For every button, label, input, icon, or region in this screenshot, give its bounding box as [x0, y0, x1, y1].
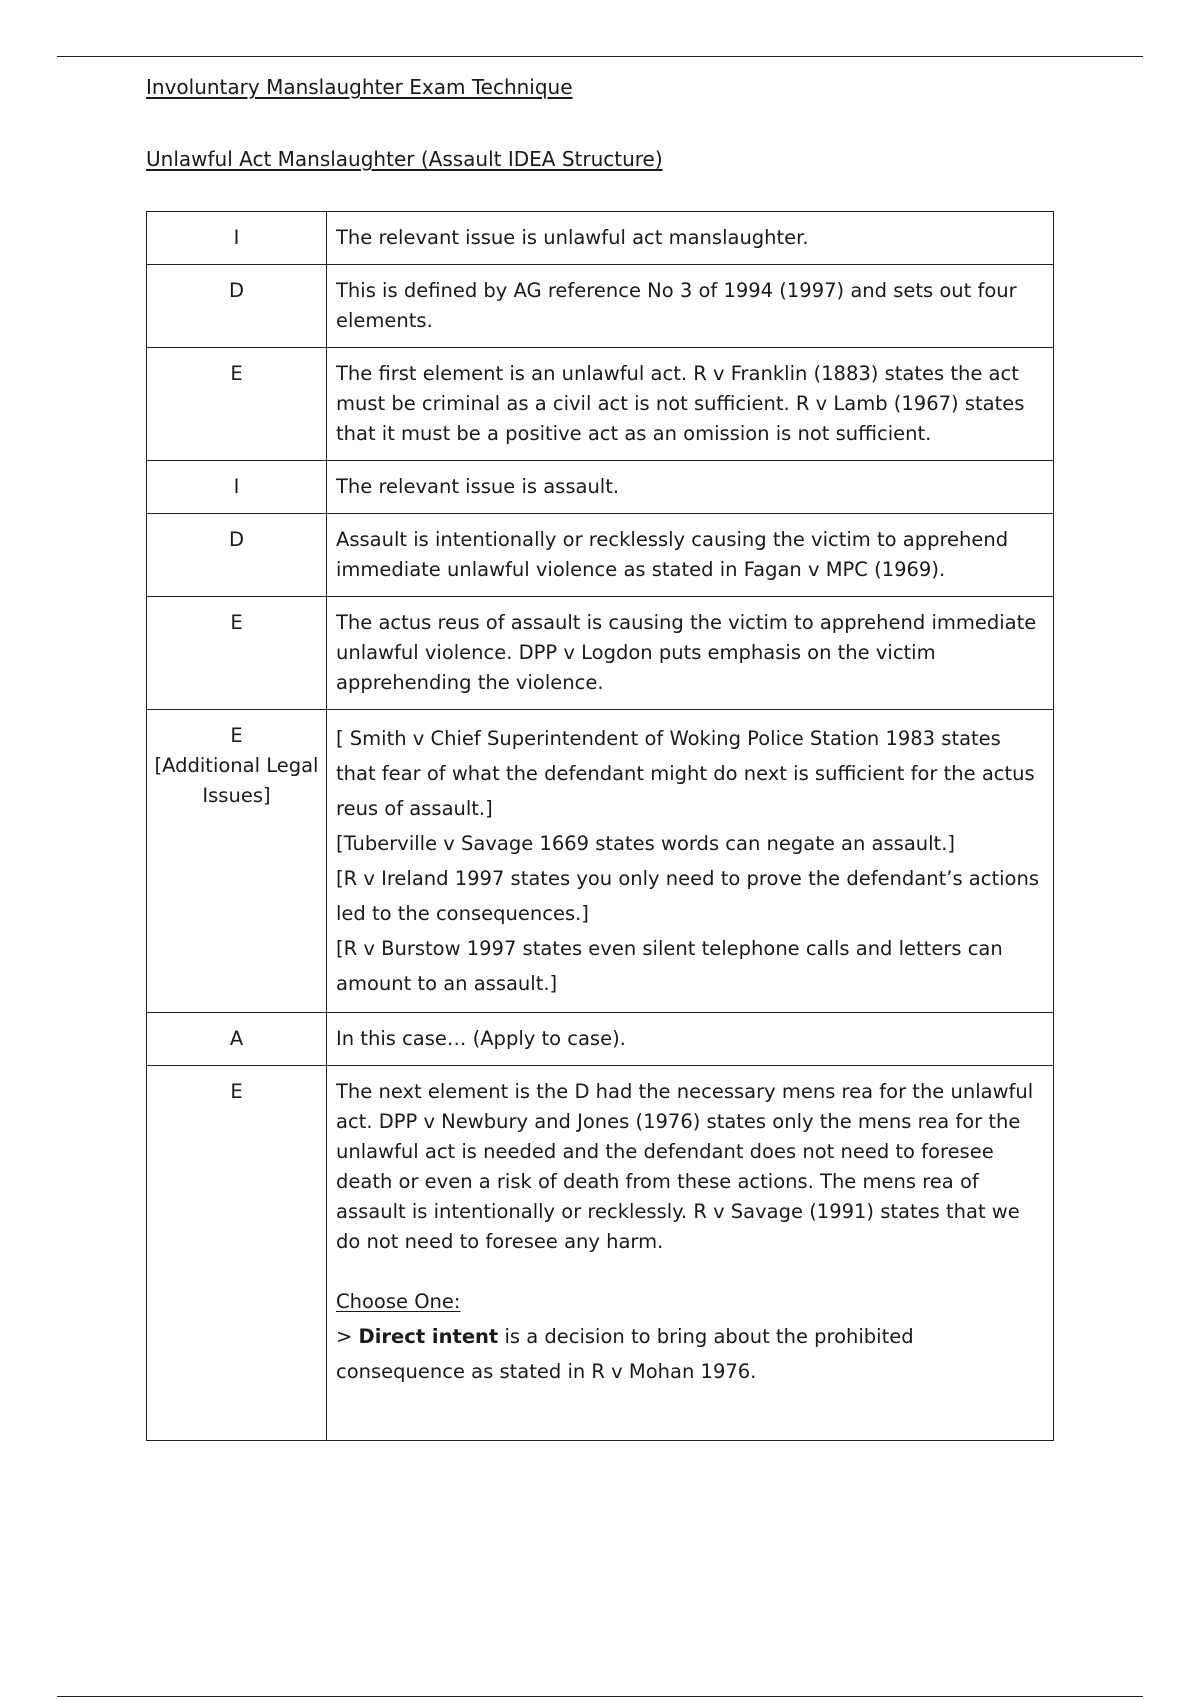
row-letter: E [147, 597, 327, 710]
row-letter: E [147, 1066, 327, 1441]
table-row [147, 265, 1054, 348]
case-ireland: [R v Ireland 1997 states you only need to prove the defendant’s actions led to the consequences.] [336, 867, 1039, 925]
row-text: In this case… (Apply to case). [327, 1013, 1054, 1066]
top-rule [57, 56, 1143, 57]
case-tuberville: [Tuberville v Savage 1669 states words can negate an assault.] [336, 832, 956, 855]
case-smith: [ Smith v Chief Superintendent of Woking Police Station 1983 states that fear of what the defendant might do next is sufficient for the actus reus of assault.] [336, 727, 1035, 820]
direct-intent-term: Direct intent [358, 1325, 499, 1348]
row-text: The relevant issue is unlawful act manslaughter. [327, 212, 1054, 265]
mens-rea-text [327, 1066, 1054, 1441]
mens-rea-paragraph: The next element is the D had the necessary mens rea for the unlawful act. DPP v Newbury and Jones (1976) states only the mens rea for the unlawful act is needed and the defendant does not need to foresee death or even a risk of death from these actions. The mens rea of assault is intentionally or recklessly. R v Savage (1991) states that we do not need to foresee any harm. [336, 1080, 1034, 1253]
row-letter: D [147, 265, 327, 348]
row-text: The relevant issue is assault. [327, 461, 1054, 514]
direct-intent-paragraph [336, 1319, 1045, 1389]
table-row [147, 461, 1054, 514]
row-letter: D [147, 514, 327, 597]
document-subtitle: Unlawful Act Manslaughter (Assault IDEA Structure) [146, 147, 663, 171]
additional-issues-label: [Additional Legal Issues] [154, 754, 319, 807]
row-letter: E [230, 724, 243, 747]
row-letter: I [147, 212, 327, 265]
apply-row [147, 1013, 1054, 1066]
table-row [147, 212, 1054, 265]
table-row [147, 348, 1054, 461]
additional-letter-cell [147, 710, 327, 1013]
row-text: This is defined by AG reference No 3 of 1994 (1997) and sets out four elements. [327, 265, 1054, 348]
table-row [147, 514, 1054, 597]
row-text: The actus reus of assault is causing the victim to apprehend immediate unlawful violence. DPP v Logdon puts emphasis on the victim apprehending the violence. [327, 597, 1054, 710]
choose-one-label: Choose One: [336, 1290, 461, 1313]
direct-intent-definition: is a decision to bring about the prohibited consequence as stated in R v Mohan 1976. [336, 1325, 914, 1383]
row-text: The first element is an unlawful act. R v Franklin (1883) states the act must be criminal as a civil act is not sufficient. R v Lamb (1967) states that it must be a positive act as an omission is not sufficient. [327, 348, 1054, 461]
additional-issues-text [327, 710, 1054, 1013]
mens-rea-row [147, 1066, 1054, 1441]
bottom-rule [57, 1696, 1143, 1697]
direct-intent-prefix: > [336, 1325, 359, 1348]
table-row [147, 597, 1054, 710]
idea-table [146, 211, 1054, 1441]
document-title: Involuntary Manslaughter Exam Technique [146, 75, 573, 99]
additional-issues-row [147, 710, 1054, 1013]
row-letter: I [147, 461, 327, 514]
row-text: Assault is intentionally or recklessly causing the victim to apprehend immediate unlawful violence as stated in Fagan v MPC (1969). [327, 514, 1054, 597]
case-burstow: [R v Burstow 1997 states even silent telephone calls and letters can amount to an assault.] [336, 937, 1003, 995]
row-letter: A [147, 1013, 327, 1066]
row-letter: E [147, 348, 327, 461]
